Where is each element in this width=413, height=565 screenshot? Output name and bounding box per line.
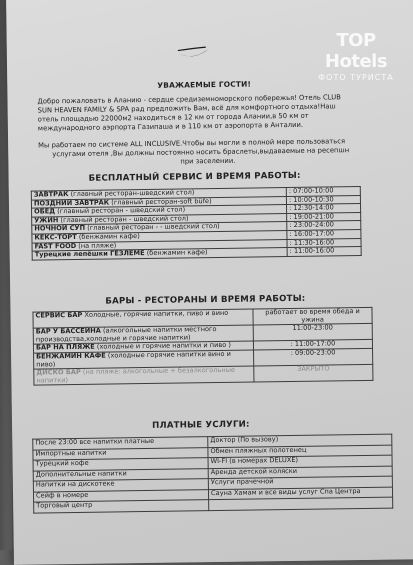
paid-item-left: После 23:00 все напитки платные — [33, 437, 208, 450]
bar-item-detail: (холодные горячие напитки вино и пиво) — [36, 349, 231, 369]
paid-item-left: Торговый центр — [34, 500, 209, 513]
paid-item-right: Аренда детской коляски — [208, 466, 392, 479]
schedule-item-detail: (главный ресторан-soft büfe) — [109, 196, 212, 207]
schedule-item-name: УЖИН — [34, 216, 59, 225]
schedule-item-detail: (на пляже) — [76, 240, 117, 250]
bar-row — [34, 365, 373, 386]
system-note-line: Мы работаем по системе ALL INCLUSIVE.Чтобы вы могли в полной мере пользоваться — [38, 137, 346, 150]
greeting-title: УВАЖАЕМЫЕ ГОСТИ! — [157, 79, 252, 90]
schedule-item — [32, 248, 287, 260]
watermark-subtitle: ФОТО ТУРИСТА — [318, 73, 394, 82]
schedule-item-detail: (главный ресторан - шведский стол) — [58, 214, 189, 225]
schedule-time: : 19:00-21:00 — [287, 212, 361, 222]
paid-item-left: Сейф в номере — [33, 489, 208, 502]
free-services-heading: БЕСПЛАТНЫЙ СЕРВИС И ВРЕМЯ РАБОТЫ: — [88, 170, 301, 184]
watermark-title: TOP Hotels — [324, 30, 388, 72]
bar-item-detail: Холодные, горячие напитки, пиво и вино — [82, 308, 229, 319]
bars-table — [32, 307, 373, 386]
bars-heading: БАРЫ - РЕСТОРАНЫ И ВРЕМЯ РАБОТЫ: — [105, 293, 306, 307]
schedule-item-detail: (главный ресторан-шведский стол) — [68, 188, 195, 199]
paid-item-right: Обмен пляжных полотенец — [208, 445, 392, 458]
tophotels-watermark — [304, 30, 408, 82]
schedule-item-detail: (главный ресторан - шведский стол) — [55, 205, 186, 216]
bar-time: 11:00-23:00 — [253, 324, 372, 342]
schedule-time: : 12:30-14:00 — [286, 204, 360, 214]
schedule-item-name: Турецкие лепёшки ГЁЗЛЕМЕ — [34, 249, 145, 259]
intro-line: SUN HEAVEN FAMILY & SPA рад предложить Вам, всё для комфортного отдыха!Наш — [37, 102, 336, 115]
paid-item-left: Дополнительные напитки — [33, 468, 208, 481]
free-services-table — [31, 186, 362, 260]
bar-time: ЗАКРЫТО — [254, 365, 373, 383]
schedule-item-name: ОБЕД — [34, 207, 56, 216]
schedule-item-name: ЗАВТРАК — [33, 190, 69, 199]
info-sheet — [6, 0, 413, 565]
system-note-line: при заселении. — [180, 156, 236, 166]
schedule-item-name: ПОЗДНИЙ ЗАВТРАК — [33, 198, 110, 208]
bar-item-detail: (холодные и горячие напитки и пиво ) — [94, 341, 232, 352]
schedule-time: : 23:00-24:00 — [287, 221, 361, 231]
bar-item-name: СЕРВИС БАР — [35, 310, 83, 320]
intro-line: международного аэрпорта Газипаша и в 110 км от аэропорта в Анталии. — [37, 120, 304, 133]
schedule-time: : 07:00-10:00 — [286, 187, 360, 197]
paid-item-left: Импортные напитки — [33, 447, 208, 460]
bar-item-detail: (алкогольные напитки местного производства,холодные и горячие напитки) — [35, 325, 217, 344]
bar-time: : 11:00-17:00 — [253, 340, 372, 350]
paid-item-left: Напитки на дискотеке — [33, 479, 208, 492]
paid-services-table — [32, 434, 393, 514]
paid-item-right: Доктор (По вызову) — [208, 434, 392, 447]
bar-item — [34, 366, 254, 385]
paid-services-heading: ПЛАТНЫЕ УСЛУГИ: — [152, 419, 250, 431]
schedule-time: : 16:00-17:00 — [287, 229, 361, 239]
paid-item-right: WI-FI (в номерах DELUXE) — [208, 455, 392, 468]
paid-item-right: Сауна Хамам и все виды услуг Спа Центра — [208, 487, 392, 500]
paid-item-left: Турецкий кофе — [33, 458, 208, 471]
bar-item-name: ДИСКО БАР — [36, 368, 81, 377]
bar-time: : 09:00-23:00 — [254, 348, 373, 366]
bar-item-name: БАР У БАССЕЙНА — [35, 326, 101, 336]
bar-item-name: БАР НА ПЛЯЖЕ — [35, 343, 95, 352]
system-note-line: услугами отеля ,Вы должны постоянно носить браслеты,выдаваемые на ресепшн — [52, 146, 350, 159]
schedule-item-name: КЕКС-ТОРТ — [34, 232, 77, 242]
paid-item-right — [209, 497, 393, 510]
intro-line: Добро пожаловать в Аланию - сердце средиземноморского побережья! Отель CLUB — [37, 93, 341, 106]
bar-item-detail: (на пляже: алкогольные + безалкогольные напитки) — [36, 365, 236, 385]
schedule-time: : 10:00-10:30 — [286, 195, 360, 205]
bar-item-name: БЕНЖАМИН КАФЕ — [36, 351, 106, 361]
schedule-item-detail: (главный ресторан - - шведский стол) — [85, 222, 220, 233]
schedule-item-detail: (бенжамин кафе) — [76, 232, 140, 241]
paid-item-right: Услуги прачечной — [208, 476, 392, 489]
schedule-item-detail: (бенжамин кафе) — [144, 248, 208, 258]
intro-line: отель площадью 22000м2 находиться в 12 км от города Алании,в 50 км от — [37, 111, 309, 124]
schedule-time: : 11:00-16:00 — [287, 247, 361, 257]
schedule-item-name: НОЧНОЙ СУП — [34, 224, 86, 233]
schedule-item-name: FAST FOOD — [34, 241, 77, 251]
bar-time: работает во время обеда и ужина — [253, 307, 372, 325]
hotel-logo-icon — [172, 42, 212, 63]
schedule-time: : 11:30-16:00 — [287, 238, 361, 248]
